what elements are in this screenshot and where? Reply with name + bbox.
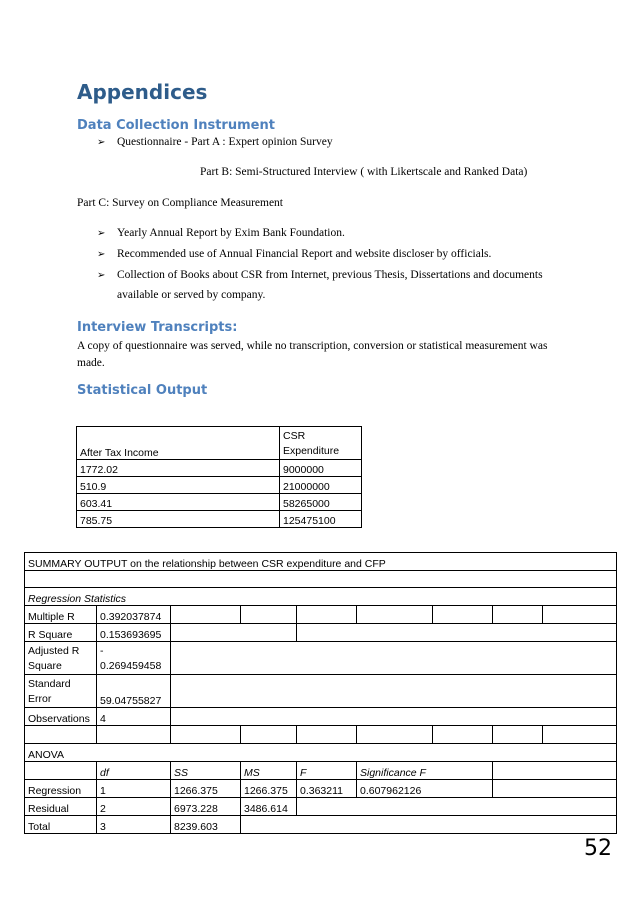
table-row: 1772.02 9000000 [77,460,362,477]
bullet-books: ➢ Collection of Books about CSR from Internet, previous Thesis, Dissertations and documents [97,269,543,281]
table-row: 510.9 21000000 [77,477,362,494]
bullet-questionnaire: ➢ Questionnaire - Part A : Expert opinion Survey [97,136,333,148]
part-c-text: Part C: Survey on Compliance Measurement [77,197,284,209]
table-row [25,588,617,606]
bullet-books-continued: available or served by company. [117,289,266,301]
summary-title: SUMMARY OUTPUT on the relationship between CSR expenditure and CFP [25,553,617,571]
table-row: Regression 1 1266.375 1266.375 0.363211 0.607962126 [25,780,617,798]
arrow-bullet-icon: ➢ [97,270,106,281]
bullet-financial-report: ➢ Recommended use of Annual Financial Report and website discloser by officials. [97,248,492,260]
page-number: 52 [584,836,612,861]
interview-heading: Interview Transcripts: [77,320,238,335]
header-csr-expenditure: CSR Expenditure [280,427,362,460]
income-csr-table [76,426,362,528]
arrow-bullet-icon: ➢ [97,228,106,239]
table-row: Total 3 8239.603 [25,816,617,834]
table-row: Adjusted R Square - 0.269459458 [25,642,617,675]
anova-header-row: df SS MS F Significance F [25,762,617,780]
table-header-row [77,427,362,460]
part-b-text: Part B: Semi-Structured Interview ( with Likertscale and Ranked Data) [200,166,528,178]
anova-label: ANOVA [25,744,617,762]
interview-text-line1: A copy of questionnaire was served, while no transcription, conversion or statistical measurement was [77,340,548,352]
bullet-annual-report: ➢ Yearly Annual Report by Exim Bank Foundation. [97,227,345,239]
table-row [25,726,617,744]
table-row: 603.41 58265000 [77,494,362,511]
table-row [25,744,617,762]
arrow-bullet-icon: ➢ [97,137,106,148]
regression-statistics-label: Regression Statistics [25,588,617,606]
statistical-output-heading: Statistical Output [77,383,208,398]
table-row: 785.75 125475100 [77,511,362,528]
table-row: Standard Error 59.04755827 [25,675,617,708]
data-collection-heading: Data Collection Instrument [77,118,275,133]
summary-output-table [24,552,617,834]
table-row: Observations 4 [25,708,617,726]
table-row: Multiple R 0.392037874 [25,606,617,624]
arrow-bullet-icon: ➢ [97,249,106,260]
header-after-tax-income: After Tax Income [77,427,280,460]
table-row: R Square 0.153693695 [25,624,617,642]
summary-title-row [25,553,617,571]
page-title: Appendices [77,80,208,104]
interview-text-line2: made. [77,357,105,369]
table-row: Residual 2 6973.228 3486.614 [25,798,617,816]
table-row [25,571,617,588]
